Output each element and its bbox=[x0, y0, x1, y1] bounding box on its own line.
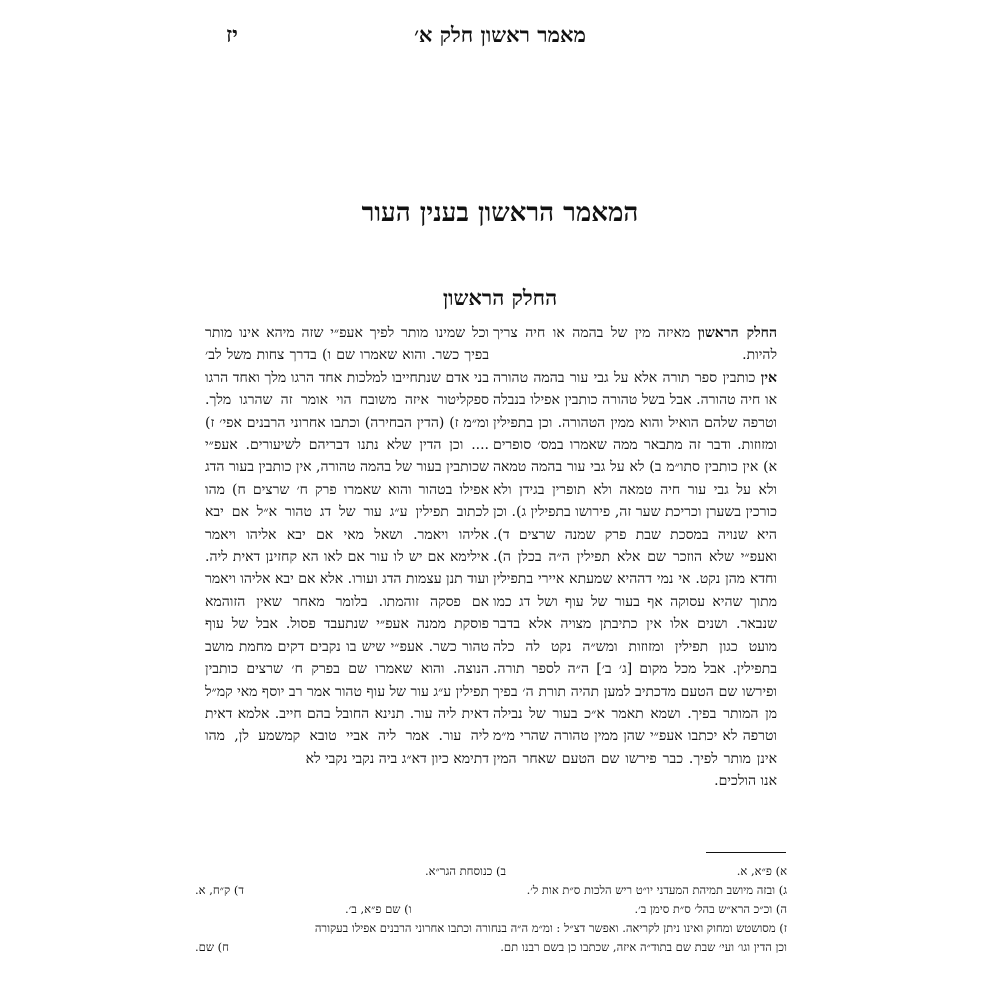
footnote-line bbox=[195, 919, 787, 938]
footnote-line bbox=[195, 881, 787, 900]
footnote-line bbox=[195, 900, 787, 919]
footnote: ב) כנוסחת הגר״א. bbox=[425, 864, 506, 878]
footnotes bbox=[195, 862, 787, 957]
section-title: החלק הראשון bbox=[442, 285, 558, 310]
footnote: ח) שם. bbox=[195, 940, 229, 954]
footnote: וכן הדין וגו׳ ועי׳ שבת שם בתוד״ה איזה, שכתבו כן בשם רבנו תם. bbox=[500, 940, 787, 954]
footnote-line bbox=[195, 862, 787, 881]
section-heading-bold: החלק הראשון bbox=[697, 325, 777, 341]
footnote: ז) מסושטש ומחוק ואינו ניתן לקריאה. ואפשר דצ״ל : ומ״מ ה״ה בנחורה וכתבו אחרוני הרבנים אפילו בעקורה bbox=[314, 921, 787, 935]
footnote: ג) ובזה מיושב תמיהת המעדני יו״ט ריש הלכות ס״ת אות ל׳. bbox=[526, 883, 787, 897]
section-heading-text: מאיזה מין של בהמה או חיה צריך להיות. bbox=[493, 325, 777, 364]
body-text-left: וכל שמינו מותר לפיך אעפ״י שזה מיהא אינו מותר בפיך כשר. והוא שאמרו שם ו) בדרך צחות משל לב׳ בני אדם שנתחייבו למלכות אחד הרגו מלך ואחד הרגו ספקליטור איזה משובח הוי אומר זה שהרגו מלך. ומ״מ ז) (הדין הבחירה) וכתבו אחרוני הרבנים אפי׳ ז) .... וכן הדין שלא נתנו דבריהם לשיעורים. אעפ״י שכותבין בעור של בהמה טהורה, אין כותבין בעור הדג אפילו בטהור והוא שאמרו פרק ח׳ שרצים ח) מהו לכתוב תפילין ע״ג עור של דג טהור א״ל אם יבא אליהו ויאמר. ושאל מאי אם יבא אליהו ויאמר אילימא אם יש לו עור אם לאו הא קחזינן דאית ליה. ועוד תנן עצמות הדג ועורו. אלא אם יבא אליהו ויאמר אם פסקה זוהמתו. בלומר מאחר שאין הזוהמא פוסקת ממנה אעפ״י שנתעבד פסול. אבל של עוף טהור כשר. אעפ״י שיש בו נקבים דקים מחמת מושב הנוצה. והוא שאמרו שם בפרק ח׳ שרצים כותבין תפילין ע״ג עור של עוף טהור אמר רב יוסף מאי קמ״ל דאית ליה עור. תנינא החובל בהם חייב. אלמא דאית ליה עור. אמר ליה אביי טובא קמשמע לן, מהו דתימא כיון דא״ג ביה נקבי נקבי לא bbox=[205, 325, 489, 767]
footnote: ו) שם פ״א, ב׳. bbox=[345, 902, 412, 916]
footnote: ד) ק״ח, א. bbox=[195, 883, 244, 897]
footnote-divider bbox=[706, 852, 786, 853]
body-text-right: כותבין ספר תורה אלא על גבי עור בהמה טהורה או חיה טהורה. אבל בשל טהורה כותבין אפילו בנבלה וטרפה שלהם הואיל והוא ממין הטהורה. וכן בתפילין ומזוזות. ודבר זה מתבאר ממה שאמרו במס׳ סופרים א) אין כותבין סתו״מ ב) לא על גבי עור בהמה טמאה ולא על גבי עור חיה טמאה ולא תופרין בגידן ולא כורכין בשערן וכריכת שער זה, פירושו בתפילין ג). וכן היא שנויה במסכת שבת פרק שמנה שרצים ד). ואעפ״י שלא הוזכר שם אלא תפילין ה״ה בכלן ה). וחדא מהן נקט. אי נמי דההיא שמעתא איירי בתפילין מתוך שהיא עסוקה אף בעור של עוף ושל דג כמו שנבאר. ושנים אלו אין כתיבתן מצויה אלא בדבר מועט כגון תפילין ומזוזות ומש״ה נקט לה כלה בתפילין. אבל מכל מקום [ג׳ ב׳] ה״ה לספר תורה. ופירשו שם הטעם מדכתיב למען תהיה תורת ה׳ בפיך מן המותר בפיך. ושמא תאמר א״כ בעור של נבילה וטרפה לא יכתבו אעפ״י שהן ממין טהורה שהרי מ״מ אינן מותר לפיך. כבר פירשו שם הטעם שאחר המין אנו הולכים. bbox=[493, 369, 777, 790]
section-heading-paragraph bbox=[493, 322, 777, 367]
footnote: א) פ״א, א. bbox=[736, 864, 787, 878]
running-title: מאמר ראשון חלק א׳ bbox=[414, 22, 586, 47]
page-number: יז bbox=[226, 22, 238, 48]
text-column-left bbox=[205, 322, 489, 842]
lead-word: אין bbox=[760, 369, 777, 386]
body-paragraph-right bbox=[493, 367, 777, 793]
text-column-right bbox=[493, 322, 777, 842]
footnote-line bbox=[195, 938, 787, 957]
footnote: ה) וכ״כ הרא״ש בהל׳ ס״ת סימן ב׳. bbox=[634, 902, 787, 916]
chapter-title: המאמר הראשון בענין העור bbox=[361, 198, 639, 228]
